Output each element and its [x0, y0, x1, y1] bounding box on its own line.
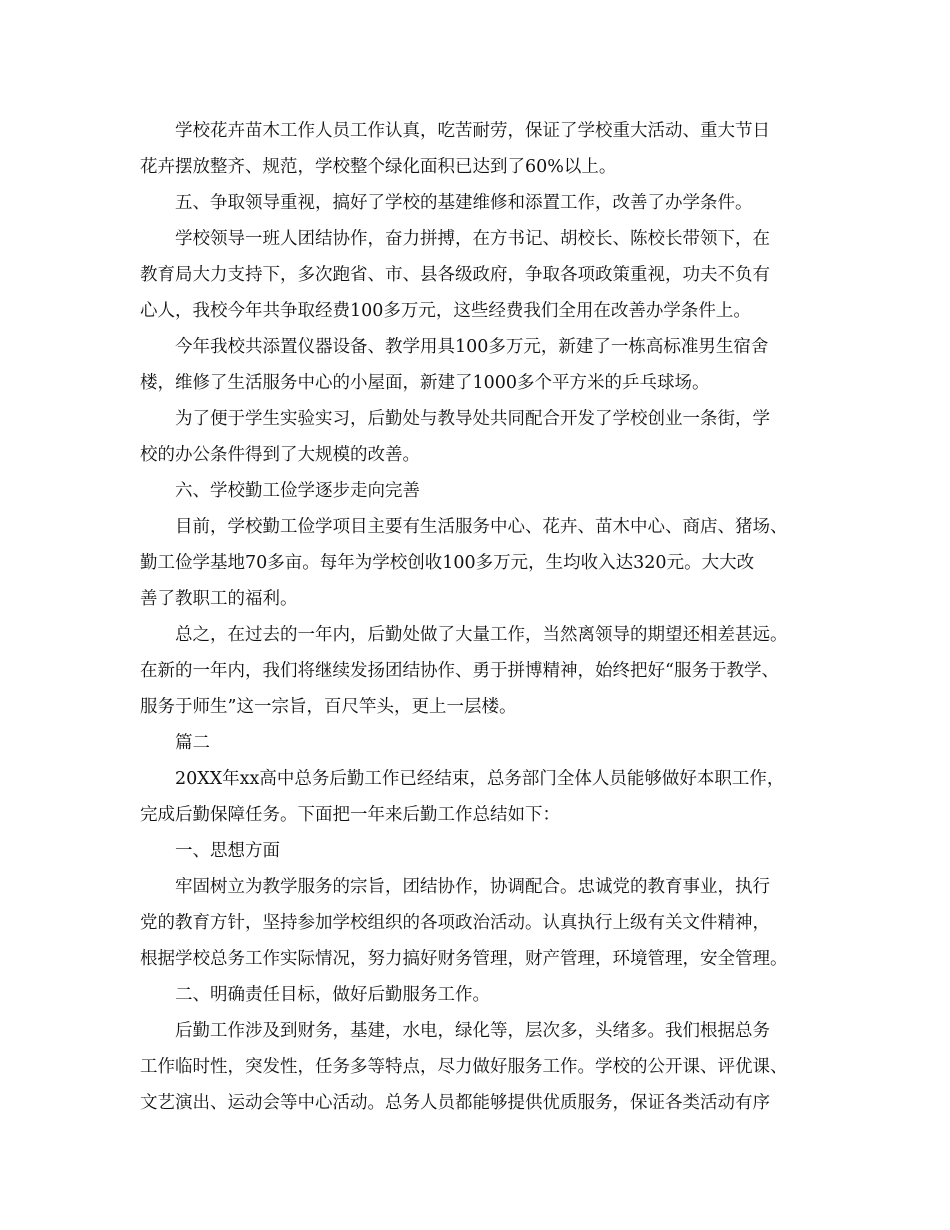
- text-line: 校的办公条件得到了大规模的改善。: [140, 445, 420, 465]
- text-line: 教育局大力支持下，多次跑省、市、县各级政府，争取各项政策重视，功夫不负有: [140, 265, 770, 285]
- text-line: 花卉摆放整齐、规范，学校整个绿化面积已达到了60%以上。: [140, 157, 617, 177]
- text-line: 服务于师生”这一宗旨，百尺竿头，更上一层楼。: [140, 697, 517, 717]
- text-line: 楼，维修了生活服务中心的小屋面，新建了1000多个平方米的乒乓球场。: [140, 373, 710, 393]
- text-line: 心人，我校今年共争取经费100多万元，这些经费我们全用在改善办学条件上。: [140, 301, 751, 321]
- text-line: 文艺演出、运动会等中心活动。总务人员都能够提供优质服务，保证各类活动有序: [140, 1093, 770, 1113]
- section-heading: 二、明确责任目标，做好后勤服务工作。: [175, 985, 490, 1005]
- text-line: 根据学校总务工作实际情况，努力搞好财务管理，财产管理，环境管理，安全管理。: [140, 949, 788, 969]
- text-line: 善了教职工的福利。: [140, 589, 298, 609]
- text-line: 牢固树立为教学服务的宗旨，团结协作，协调配合。忠诚党的教育事业，执行: [175, 877, 770, 897]
- text-line: 完成后勤保障任务。下面把一年来后勤工作总结如下：: [140, 805, 560, 825]
- text-line: 今年我校共添置仪器设备、教学用具100多万元，新建了一栋高标准男生宿舍: [175, 337, 769, 357]
- text-line: 在新的一年内，我们将继续发扬团结协作、勇于拼博精神，始终把好“服务于教学、: [140, 661, 779, 681]
- section-heading: 六、学校勤工俭学逐步走向完善: [175, 481, 420, 501]
- text-line: 党的教育方针，坚持参加学校组织的各项政治活动。认真执行上级有关文件精神，: [140, 913, 770, 933]
- document-body: [140, 113, 830, 1121]
- part-heading: 篇二: [175, 733, 210, 753]
- text-line: 20XX年xx高中总务后勤工作已经结束，总务部门全体人员能够做好本职工作，: [175, 769, 785, 789]
- text-line: 总之，在过去的一年内，后勤处做了大量工作，当然离领导的期望还相差甚远。: [175, 625, 788, 645]
- text-line: 学校花卉苗木工作人员工作认真，吃苦耐劳，保证了学校重大活动、重大节日: [175, 121, 770, 141]
- text-line: 后勤工作涉及到财务，基建，水电，绿化等，层次多，头绪多。我们根据总务: [175, 1021, 770, 1041]
- text-line: 目前，学校勤工俭学项目主要有生活服务中心、花卉、苗木中心、商店、猪场、: [175, 517, 788, 537]
- text-line: 勤工俭学基地70多亩。每年为学校创收100多万元，生均收入达320元。大大改: [140, 553, 755, 573]
- section-heading: 五、争取领导重视，搞好了学校的基建维修和添置工作，改善了办学条件。: [175, 193, 753, 213]
- text-line: 学校领导一班人团结协作，奋力拼搏，在方书记、胡校长、陈校长带领下，在: [175, 229, 770, 249]
- text-line: 为了便于学生实验实习，后勤处与教导处共同配合开发了学校创业一条街，学: [175, 409, 770, 429]
- section-heading: 一、思想方面: [175, 841, 280, 861]
- text-line: 工作临时性，突发性，任务多等特点，尽力做好服务工作。学校的公开课、评优课、: [140, 1057, 788, 1077]
